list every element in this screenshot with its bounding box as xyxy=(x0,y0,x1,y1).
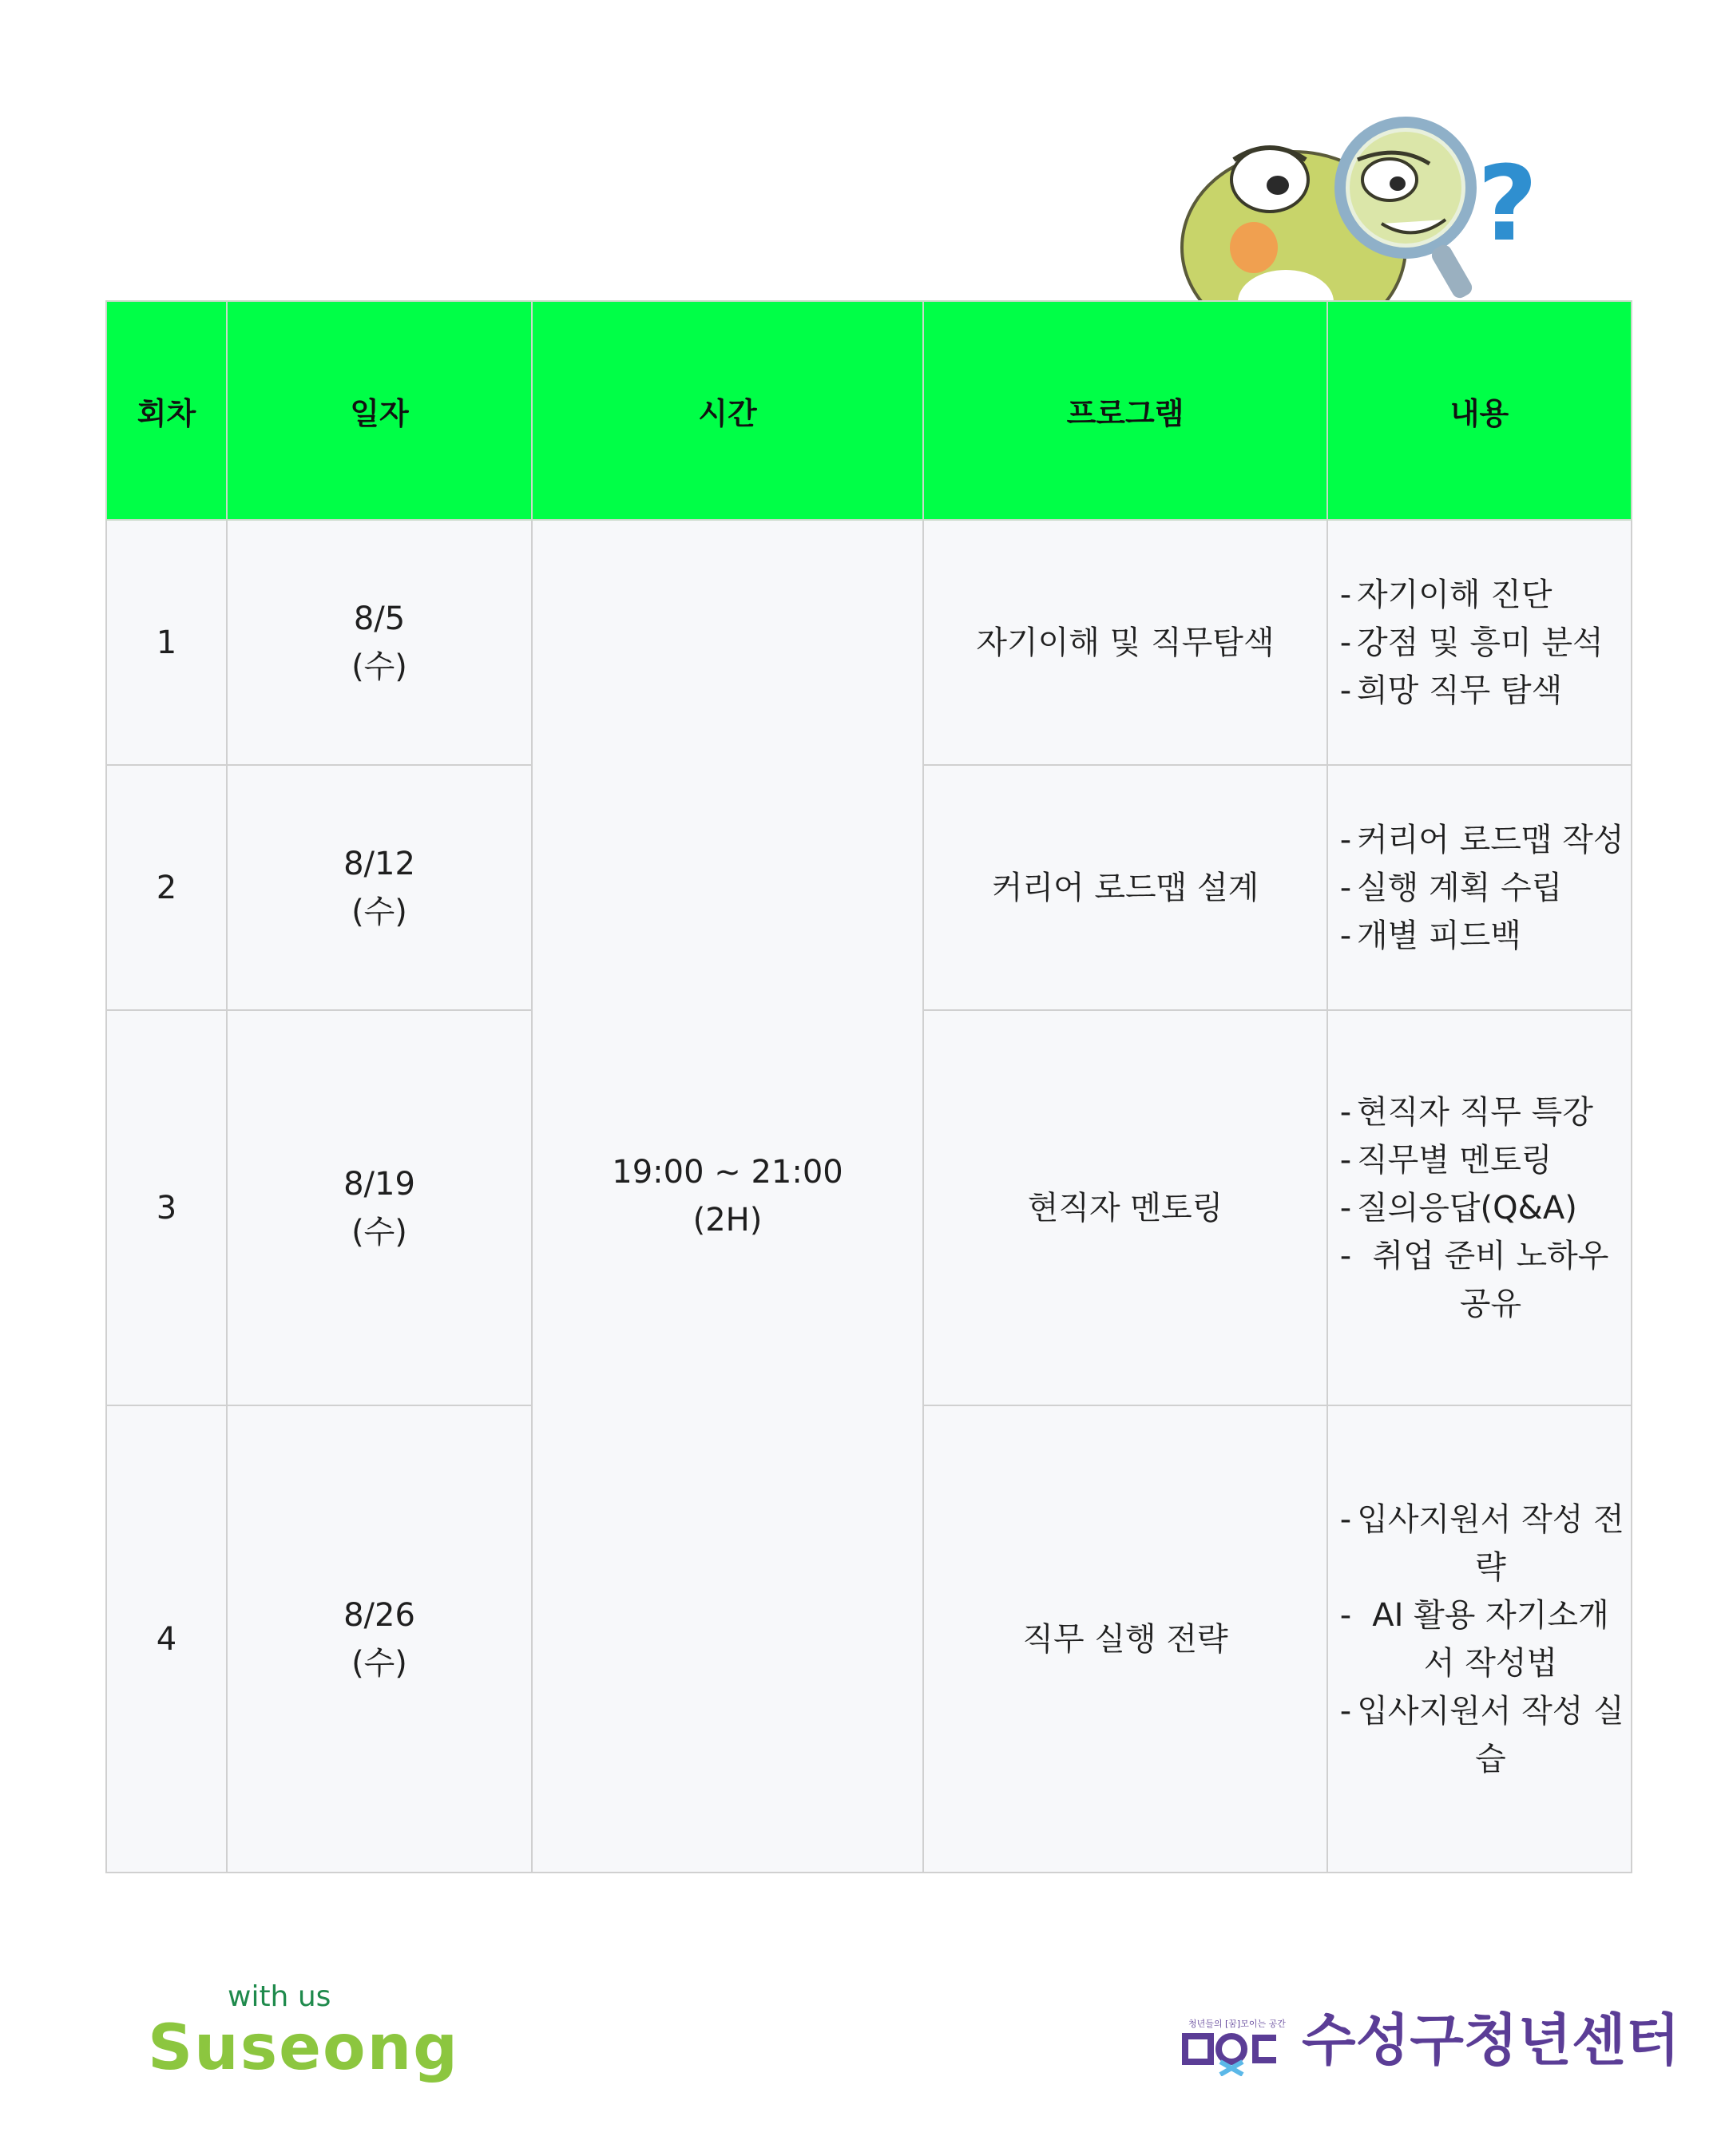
header-program: 프로그램 xyxy=(923,301,1327,520)
header-time: 시간 xyxy=(532,301,923,520)
program-name: 직무 실행 전략 xyxy=(923,1405,1327,1873)
program-name: 커리어 로드맵 설계 xyxy=(923,765,1327,1010)
program-name: 현직자 멘토링 xyxy=(923,1010,1327,1405)
time-duration: (2H) xyxy=(692,1202,763,1239)
program-name: 자기이해 및 직무탐색 xyxy=(923,520,1327,765)
youth-center-name: 수성구청년센터 xyxy=(1302,2007,1680,2073)
session-time xyxy=(532,520,923,1873)
logo-small-text: 청년들의 [꿈]모이는 공간 xyxy=(1188,2019,1286,2029)
program-content: - 자기이해 진단 - 강점 및 흥미 분석 - 희망 직무 탐색 xyxy=(1327,520,1632,765)
program-schedule-table xyxy=(105,300,1632,1873)
header-date: 일자 xyxy=(227,301,532,520)
program-content: - 현직자 직무 특강 - 직무별 멘토링 - 질의응답(Q&A) - 취업 준비 노하우 공유 xyxy=(1327,1010,1632,1405)
session-date: 8/12 (수) xyxy=(227,765,532,1010)
session-date: 8/26 (수) xyxy=(227,1405,532,1873)
logo-tagline: with us xyxy=(228,1980,331,2013)
svg-text:?: ? xyxy=(1477,143,1538,264)
session-date: 8/19 (수) xyxy=(227,1010,532,1405)
table-row xyxy=(106,520,1632,765)
session-number: 4 xyxy=(106,1405,227,1873)
session-number: 3 xyxy=(106,1010,227,1405)
session-date: 8/5 (수) xyxy=(227,520,532,765)
youth-center-logo xyxy=(1182,2004,1680,2076)
frog-mascot-illustration xyxy=(1158,104,1557,302)
program-content: - 커리어 로드맵 작성 - 실행 계획 수립 - 개별 피드백 xyxy=(1327,765,1632,1010)
header-content: 내용 xyxy=(1327,301,1632,520)
suseong-logo xyxy=(148,1980,459,2084)
table-header-row xyxy=(106,301,1632,520)
session-number: 2 xyxy=(106,765,227,1010)
header-session: 회차 xyxy=(106,301,227,520)
logo-wordmark: Suseong xyxy=(148,2012,459,2084)
time-range: 19:00 ~ 21:00 xyxy=(612,1154,843,1191)
program-content: - 입사지원서 작성 전략 - AI 활용 자기소개서 작성법 - 입사지원서 작성 실습 xyxy=(1327,1405,1632,1873)
session-number: 1 xyxy=(106,520,227,765)
